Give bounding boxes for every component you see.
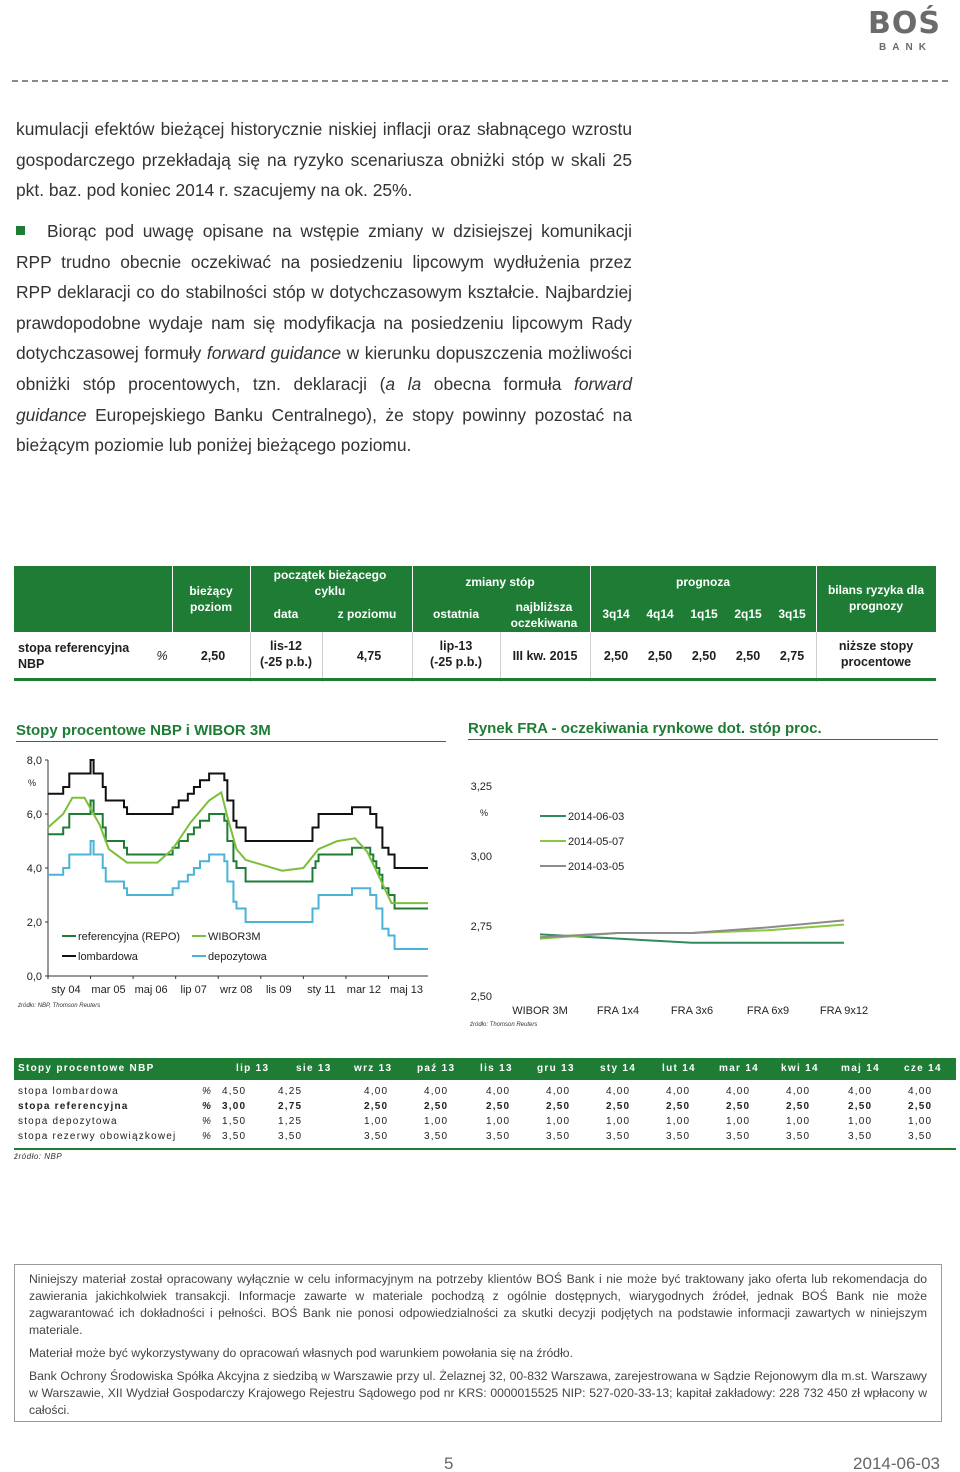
row-start-2: (-25 p.b.) xyxy=(259,655,313,669)
rates-cell: 3,50 xyxy=(278,1131,303,1142)
y-unit-label: % xyxy=(480,808,489,818)
rates-table-bottom-rule xyxy=(14,1148,956,1150)
legend-label: depozytowa xyxy=(208,951,267,963)
rates-cell: 1,00 xyxy=(848,1116,873,1127)
legend-label: 2014-03-05 xyxy=(568,861,625,873)
bullet-icon xyxy=(16,226,25,235)
row-last-1: lip-13 xyxy=(439,639,473,653)
header-divider xyxy=(12,80,948,82)
rates-cell: 2,50 xyxy=(424,1101,449,1112)
rates-row xyxy=(14,1084,956,1099)
rates-cell: 4,00 xyxy=(364,1086,389,1097)
chart-nbp-rates xyxy=(16,744,446,1014)
h-bilans-2: prognozy xyxy=(849,599,903,613)
rates-cell: 1,00 xyxy=(786,1116,811,1127)
logo-sub: BANK xyxy=(879,42,932,53)
col-sep xyxy=(172,566,173,682)
rates-cell: 3,50 xyxy=(424,1131,449,1142)
disclaimer-box xyxy=(14,1264,942,1422)
rates-row-unit: % xyxy=(202,1101,213,1112)
para2-g: Europejskiego Banku Centralnego), że stopy powinny pozostać na bieżącym poziomie lub poniżej bieżącego poziomu. xyxy=(16,404,632,456)
h-q0: 3q14 xyxy=(602,607,630,621)
rates-cell: 3,50 xyxy=(364,1131,389,1142)
x-tick-label: wrz 08 xyxy=(220,984,253,996)
row-sep xyxy=(322,632,323,682)
page-number: 5 xyxy=(444,1454,454,1472)
h-prognoza: prognoza xyxy=(676,575,730,589)
row-sep xyxy=(500,632,501,682)
row-sep xyxy=(816,632,817,682)
rates-table-body xyxy=(14,1084,956,1144)
y-tick-label: 2,0 xyxy=(26,917,42,929)
month-header: lut 14 xyxy=(662,1063,696,1074)
para2-e: obecna formuła xyxy=(421,373,575,394)
h-najblizsza-2: oczekiwana xyxy=(510,616,578,630)
rates-cell: 3,50 xyxy=(222,1131,247,1142)
para2-b: forward guidance xyxy=(206,343,342,364)
rates-row-unit: % xyxy=(202,1116,213,1127)
x-tick-label: WIBOR 3M xyxy=(512,1005,568,1017)
row-balance-1: niższe stopy xyxy=(838,639,914,653)
disclaimer-p3: Bank Ochrony Środowiska Spółka Akcyjna z siedzibą w Warszawie przy ul. Żelaznej 32, 00-832 Warszawa, zarejestrowana w Sądzie Rejonowym dla m.st. Warszawy w Warszawie, XII Wydział Gospodarczy Krajowego Rejestru Sądowego pod nr KRS: 0000015525 NIP: 527-020-33-13; kapitał zakładowy: 228 732 450 zł wpłacony w całości. xyxy=(29,1369,927,1417)
para2-f: forward guidance xyxy=(16,373,633,425)
rates-cell: 3,50 xyxy=(848,1131,873,1142)
y-tick-label: 2,50 xyxy=(470,991,492,1003)
y-tick-label: 8,0 xyxy=(26,755,42,767)
chart2-source: źródło: Thomson Reuters xyxy=(470,1022,538,1028)
forecast-header xyxy=(14,566,936,632)
h-q4: 3q15 xyxy=(778,607,806,621)
row-last-2: (-25 p.b.) xyxy=(429,655,483,669)
rates-row-label: stopa rezerwy obowiązkowej xyxy=(18,1131,177,1142)
x-tick-label: FRA 6x9 xyxy=(746,1005,790,1017)
rates-cell: 4,00 xyxy=(546,1086,571,1097)
h-ostatnia: ostatnia xyxy=(432,607,479,621)
rates-table xyxy=(14,1058,956,1161)
disclaimer-p1: Niniejszy materiał został opracowany wyłącznie w celu informacyjnym na potrzeby klientów BOŚ Bank i nie może być traktowany jako oferta lub rekomendacja do zawierania jakichkolwiek transakcji. Informacje zawarte w materiale pochodzą z ogólnie dostępnych, wiarygodnych źródeł, jednak BOŚ Bank nie może zagwarantować ich dokładności i pełności. BOŚ Bank nie ponosi odpowiedzialności za skutki decyzji podjętych na podstawie informacji zawartych w niniejszym materiale. xyxy=(29,1272,927,1337)
rates-cell: 4,00 xyxy=(908,1086,933,1097)
month-header: gru 13 xyxy=(537,1063,575,1074)
legend-label: WIBOR3M xyxy=(208,931,261,943)
paragraph-2 xyxy=(16,216,632,461)
row-current: 2,50 xyxy=(200,649,226,663)
row-fc-0: 2,50 xyxy=(603,649,629,663)
x-tick-label: lis 09 xyxy=(265,984,292,996)
rates-cell: 4,00 xyxy=(666,1086,691,1097)
row-sep xyxy=(250,632,251,682)
rates-cell: 4,00 xyxy=(606,1086,631,1097)
rates-row xyxy=(14,1129,956,1144)
chart1-source: źródło: NBP, Thomson Reuters xyxy=(18,1003,101,1009)
month-header: sty 14 xyxy=(600,1063,637,1074)
forecast-bottom-rule xyxy=(14,678,936,681)
x-tick-label: maj 06 xyxy=(134,984,168,996)
bos-bank-logo xyxy=(868,6,941,53)
rates-header-label: Stopy procentowe NBP xyxy=(18,1063,155,1074)
rates-table-header xyxy=(14,1058,956,1080)
rates-row-unit: % xyxy=(202,1086,213,1097)
y-unit-label: % xyxy=(28,778,37,788)
legend-label: 2014-05-07 xyxy=(568,836,625,848)
para2-a: Biorąc pod uwagę opisane na wstępie zmiany w dzisiejszej komunikacji RPP trudno obecnie oczekiwać na posiedzeniu lipcowym wydłużenia przez RPP deklaracji co do stabilności stóp w dotychczasowym kształcie. Najbardziej prawdopodobne wydaje nam się modyfikacja na posiedzeniu lipcowym Rady dotychczasowej formuły xyxy=(16,221,632,364)
rates-cell: 4,25 xyxy=(278,1086,303,1097)
rates-cell: 1,00 xyxy=(606,1116,631,1127)
rates-row xyxy=(14,1099,956,1114)
h-najblizsza-1: najbliższa xyxy=(515,600,573,614)
rates-cell: 2,50 xyxy=(848,1101,873,1112)
row-balance-2: procentowe xyxy=(840,655,912,669)
y-tick-label: 0,0 xyxy=(26,971,42,983)
rates-cell: 2,50 xyxy=(726,1101,751,1112)
rates-cell: 2,50 xyxy=(786,1101,811,1112)
x-tick-label: FRA 3x6 xyxy=(670,1005,714,1017)
month-header: wrz 13 xyxy=(354,1063,393,1074)
rates-row-label: stopa depozytowa xyxy=(18,1116,118,1127)
rates-cell: 3,50 xyxy=(486,1131,511,1142)
legend-label: 2014-06-03 xyxy=(568,811,625,823)
row-label-2: NBP xyxy=(18,657,45,671)
month-header: paź 13 xyxy=(417,1063,456,1074)
rates-row-unit: % xyxy=(202,1131,213,1142)
x-tick-label: maj 13 xyxy=(389,984,423,996)
rates-cell: 1,25 xyxy=(278,1116,303,1127)
rates-cell: 4,00 xyxy=(486,1086,511,1097)
rates-cell: 1,00 xyxy=(546,1116,571,1127)
y-tick-label: 4,0 xyxy=(26,863,42,875)
y-tick-label: 2,75 xyxy=(470,921,492,933)
h-poczatek-2: cyklu xyxy=(314,584,346,598)
row-label-1: stopa referencyjna xyxy=(18,641,130,655)
month-header: lis 13 xyxy=(480,1063,513,1074)
row-from-level: 4,75 xyxy=(356,649,382,663)
y-tick-label: 6,0 xyxy=(26,809,42,821)
rates-row xyxy=(14,1114,956,1129)
rates-cell: 2,50 xyxy=(606,1101,631,1112)
page-date: 2014-06-03 xyxy=(853,1454,940,1472)
x-tick-label: lip 07 xyxy=(180,984,207,996)
month-header: sie 13 xyxy=(296,1063,332,1074)
chart1-title: Stopy procentowe NBP i WIBOR 3M xyxy=(16,722,446,742)
row-next: III kw. 2015 xyxy=(512,649,578,663)
rates-cell: 3,50 xyxy=(726,1131,751,1142)
h-biezacy: bieżący xyxy=(189,584,233,598)
chart-fra xyxy=(466,770,940,1032)
rates-cell: 3,50 xyxy=(546,1131,571,1142)
x-tick-label: mar 05 xyxy=(91,984,126,996)
rates-cell: 3,50 xyxy=(786,1131,811,1142)
h-q1: 4q14 xyxy=(646,607,674,621)
h-poziom: poziom xyxy=(190,600,232,614)
rates-cell: 3,50 xyxy=(606,1131,631,1142)
h-q2: 1q15 xyxy=(690,607,718,621)
row-fc-3: 2,50 xyxy=(735,649,761,663)
h-z-poziomu: z poziomu xyxy=(337,607,397,621)
rates-cell: 1,00 xyxy=(726,1116,751,1127)
paragraph-1 xyxy=(16,114,632,206)
h-bilans-1: bilans ryzyka dla xyxy=(827,583,925,597)
row-fc-1: 2,50 xyxy=(647,649,673,663)
y-tick-label: 3,25 xyxy=(470,781,492,793)
month-header: kwi 14 xyxy=(781,1063,819,1074)
forecast-table xyxy=(14,566,936,682)
h-poczatek-1: początek bieżącego xyxy=(273,568,387,582)
forecast-row xyxy=(14,632,936,682)
paragraph-2-text xyxy=(16,216,632,461)
rates-cell: 3,50 xyxy=(666,1131,691,1142)
rates-cell: 2,50 xyxy=(546,1101,571,1112)
rates-cell: 4,50 xyxy=(222,1086,247,1097)
rates-cell: 4,00 xyxy=(848,1086,873,1097)
rates-cell: 2,50 xyxy=(666,1101,691,1112)
rates-cell: 4,00 xyxy=(424,1086,449,1097)
rates-cell: 4,00 xyxy=(726,1086,751,1097)
row-fc-4: 2,75 xyxy=(779,649,805,663)
h-data: data xyxy=(273,607,299,621)
x-tick-label: sty 11 xyxy=(307,984,336,996)
rates-cell: 1,00 xyxy=(666,1116,691,1127)
row-sep xyxy=(412,632,413,682)
x-tick-label: FRA 9x12 xyxy=(819,1005,869,1017)
x-tick-label: mar 12 xyxy=(346,984,382,996)
paragraph-1-text: kumulacji efektów bieżącej historycznie niskiej inflacji oraz słabnącego wzrostu gospodarczego przekładają się na ryzyko scenariusza obniżki stóp w skali 25 pkt. baz. pod koniec 2014 r. szacujemy na ok. 25%. xyxy=(16,119,632,201)
legend-label: referencyjna (REPO) xyxy=(78,931,181,943)
rates-cell: 1,00 xyxy=(424,1116,449,1127)
x-tick-label: FRA 1x4 xyxy=(596,1005,640,1017)
rates-cell: 2,50 xyxy=(364,1101,389,1112)
month-header: mar 14 xyxy=(719,1063,760,1074)
h-zmiany: zmiany stóp xyxy=(465,575,535,589)
para2-c: w kierunku dopuszczenia możliwości obniżki stóp procentowych, tzn. deklaracji ( xyxy=(16,343,632,394)
y-tick-label: 3,00 xyxy=(470,851,492,863)
rates-cell: 3,50 xyxy=(908,1131,933,1142)
rates-cell: 4,00 xyxy=(786,1086,811,1097)
rates-cell: 1,00 xyxy=(908,1116,933,1127)
row-sep xyxy=(590,632,591,682)
rates-cell: 3,00 xyxy=(222,1101,247,1112)
rates-cell: 2,75 xyxy=(278,1101,303,1112)
row-fc-2: 2,50 xyxy=(691,649,717,663)
month-header: maj 14 xyxy=(841,1063,880,1074)
rates-row-label: stopa referencyjna xyxy=(18,1101,129,1112)
rates-cell: 1,00 xyxy=(486,1116,511,1127)
rates-table-source: źródło: NBP xyxy=(14,1152,63,1161)
disclaimer-p2: Materiał może być wykorzystywany do opracowań własnych pod warunkiem powołania się na źródło. xyxy=(29,1346,573,1360)
rates-cell: 2,50 xyxy=(486,1101,511,1112)
rates-row-label: stopa lombardowa xyxy=(18,1086,119,1097)
row-start-1: lis-12 xyxy=(270,639,302,653)
month-header: lip 13 xyxy=(236,1063,270,1074)
rates-cell: 1,50 xyxy=(222,1116,247,1127)
row-unit: % xyxy=(156,649,168,663)
month-header: cze 14 xyxy=(904,1063,942,1074)
rates-cell: 2,50 xyxy=(908,1101,933,1112)
rates-cell: 1,00 xyxy=(364,1116,389,1127)
para2-d: a la xyxy=(385,373,422,394)
chart2-title: Rynek FRA - oczekiwania rynkowe dot. stóp proc. xyxy=(468,720,938,740)
legend-label: lombardowa xyxy=(78,951,138,963)
x-tick-label: sty 04 xyxy=(51,984,81,996)
logo-mark: BOŚ xyxy=(868,6,941,41)
h-q3: 2q15 xyxy=(734,607,762,621)
